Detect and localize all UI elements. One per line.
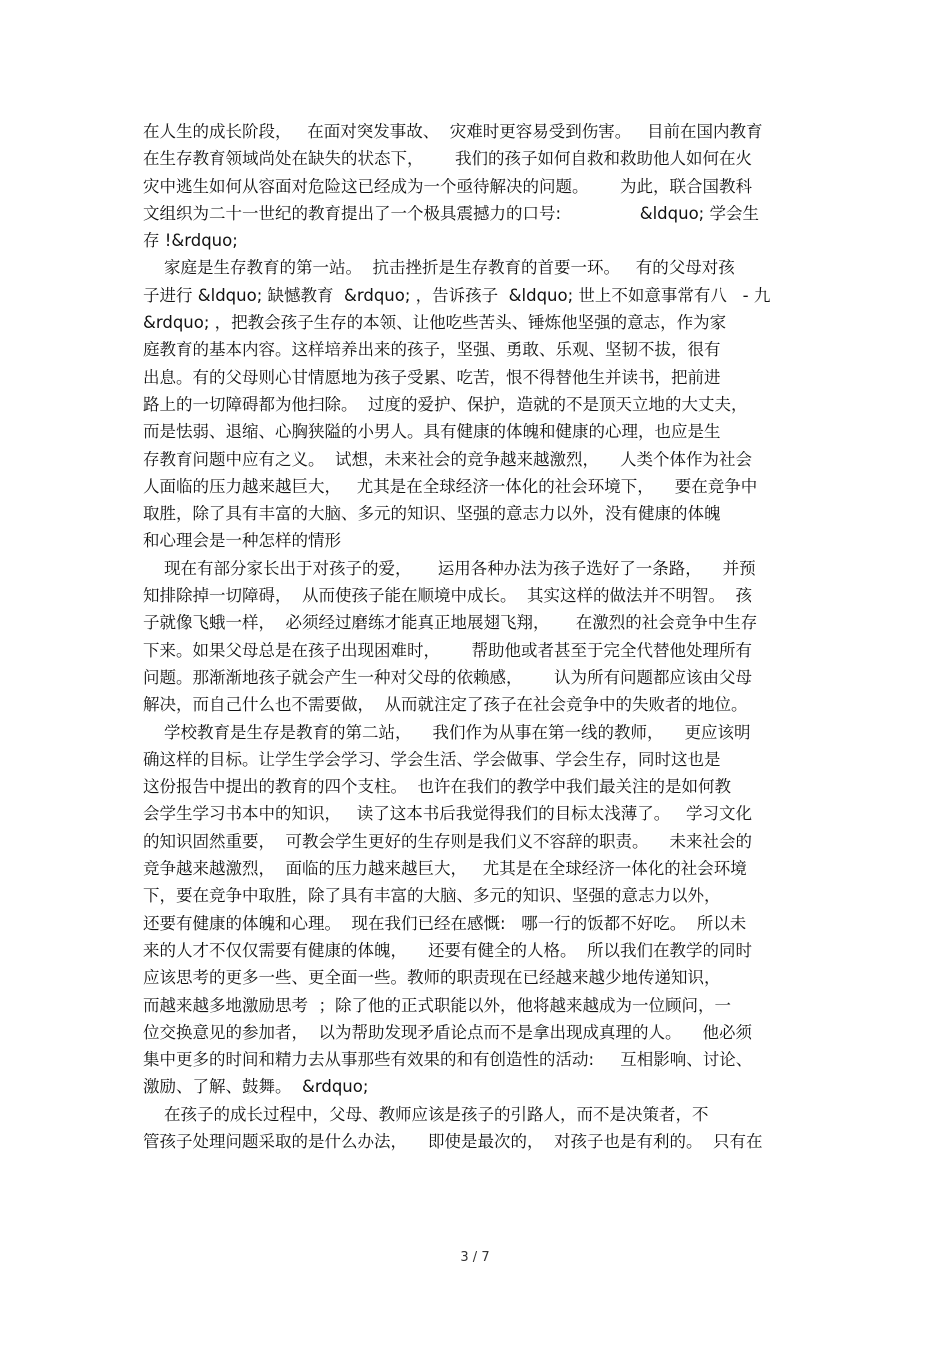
text-line: 家庭是生存教育的第一站。 抗击挫折是生存教育的首要一环。 有的父母对孩: [143, 258, 735, 278]
text-line: 子就像飞蛾一样， 必须经过磨练才能真正地展翅飞翔， 在激烈的社会竞争中生存: [143, 613, 758, 633]
text-line: 在人生的成长阶段， 在面对突发事故、 灾难时更容易受到伤害。 目前在国内教育: [143, 122, 763, 141]
text-line: 的知识固然重要， 可教会学生更好的生存则是我们义不容辞的职责。 未来社会的: [143, 831, 752, 851]
text-line: 激励、了解、鼓舞。 &rdquo;: [143, 1077, 369, 1097]
text-line: 和心理会是一种怎样的情形: [143, 531, 341, 551]
text-line: 知排除掉一切障碍， 从而使孩子能在顺境中成长。 其实这样的做法并不明智。 孩: [143, 586, 752, 606]
text-line: 管孩子处理问题采取的是什么办法， 即使是最次的， 对孩子也是有利的。 只有在: [143, 1131, 763, 1151]
text-line: 学校教育是生存是教育的第二站， 我们作为从事在第一线的教师， 更应该明: [143, 722, 751, 742]
text-line: 解决，而自己什么也不需要做， 从而就注定了孩子在社会竞争中的失败者的地位。: [143, 695, 748, 715]
text-line: &rdquo; ，把教会孩子生存的本领、让他吃些苦头、锤炼他坚强的意志，作为家: [143, 313, 727, 333]
text-line: 存教育问题中应有之义。 试想，未来社会的竞争越来越激烈， 人类个体作为社会: [143, 449, 752, 469]
text-line: 问题。那渐渐地孩子就会产生一种对父母的依赖感， 认为所有问题都应该由父母: [143, 667, 752, 687]
text-line: 而越来越多地激励思考 ；除了他的正式职能以外，他将越来越成为一位顾问，一: [143, 995, 731, 1015]
text-line: 位交换意见的参加者， 以为帮助发现矛盾论点而不是拿出现成真理的人。 他必须: [143, 1022, 752, 1042]
page-number: 3 / 7: [460, 1250, 490, 1265]
body-text: [143, 118, 823, 1155]
text-line: 确这样的目标。让学生学会学习、学会生活、学会做事、学会生存，同时这也是: [143, 749, 721, 769]
text-line: 子进行 &ldquo; 缺憾教育 &rdquo; ，告诉孩子 &ldquo; 世上不如意事常有八 - 九: [143, 285, 771, 305]
text-line: 灾中逃生如何从容面对危险这已经成为一个亟待解决的问题。 为此，联合国教科: [143, 176, 752, 196]
text-line: 应该思考的更多一些、更全面一些。教师的职责现在已经越来越少地传递知识，: [143, 968, 721, 988]
text-line: 在生存教育领域尚处在缺失的状态下， 我们的孩子如何自救和救助他人如何在火: [143, 149, 752, 169]
text-line: 庭教育的基本内容。这样培养出来的孩子，坚强、勇敢、乐观、坚韧不拔，很有: [143, 340, 721, 360]
text-line: 取胜，除了具有丰富的大脑、多元的知识、坚强的意志力以外，没有健康的体魄: [143, 504, 721, 524]
text-line: 出息。有的父母则心甘情愿地为孩子受累、吃苦，恨不得替他生并读书，把前进: [143, 367, 721, 387]
text-line: 下，要在竞争中取胜，除了具有丰富的大脑、多元的知识、坚强的意志力以外，: [143, 886, 721, 906]
text-line: 人面临的压力越来越巨大， 尤其是在全球经济一体化的社会环境下， 要在竞争中: [143, 476, 758, 496]
text-line: 而是怯弱、退缩、心胸狭隘的小男人。具有健康的体魄和健康的心理，也应是生: [143, 422, 721, 442]
text-line: 还要有健康的体魄和心理。 现在我们已经在感慨: 哪一行的饭都不好吃。 所以未: [143, 913, 747, 933]
text-line: 集中更多的时间和精力去从事那些有效果的和有创造性的活动: 互相影响、讨论、: [143, 1050, 753, 1070]
text-line: 下来。如果父母总是在孩子出现困难时， 帮助他或者甚至于完全代替他处理所有: [143, 640, 752, 660]
text-line: 文组织为二十一世纪的教育提出了一个极具震撼力的口号: &ldquo; 学会生: [143, 203, 759, 223]
text-line: 现在有部分家长出于对孩子的爱， 运用各种办法为孩子选好了一条路， 并预: [143, 558, 756, 578]
text-line: 路上的一切障碍都为他扫除。 过度的爱护、保护，造就的不是顶天立地的大丈夫，: [143, 394, 748, 414]
text-line: 竞争越来越激烈， 面临的压力越来越巨大， 尤其是在全球经济一体化的社会环境: [143, 859, 747, 879]
text-line: 来的人才不仅仅需要有健康的体魄， 还要有健全的人格。 所以我们在教学的同时: [143, 940, 752, 960]
text-line: 存 !&rdquo;: [143, 231, 238, 251]
text-line: 这份报告中提出的教育的四个支柱。 也许在我们的教学中我们最关注的是如何教: [143, 777, 731, 797]
text-line: 会学生学习书本中的知识， 读了这本书后我觉得我们的目标太浅薄了。 学习文化: [143, 804, 752, 824]
text-line: 在孩子的成长过程中，父母、教师应该是孩子的引路人，而不是决策者，不: [143, 1104, 709, 1124]
